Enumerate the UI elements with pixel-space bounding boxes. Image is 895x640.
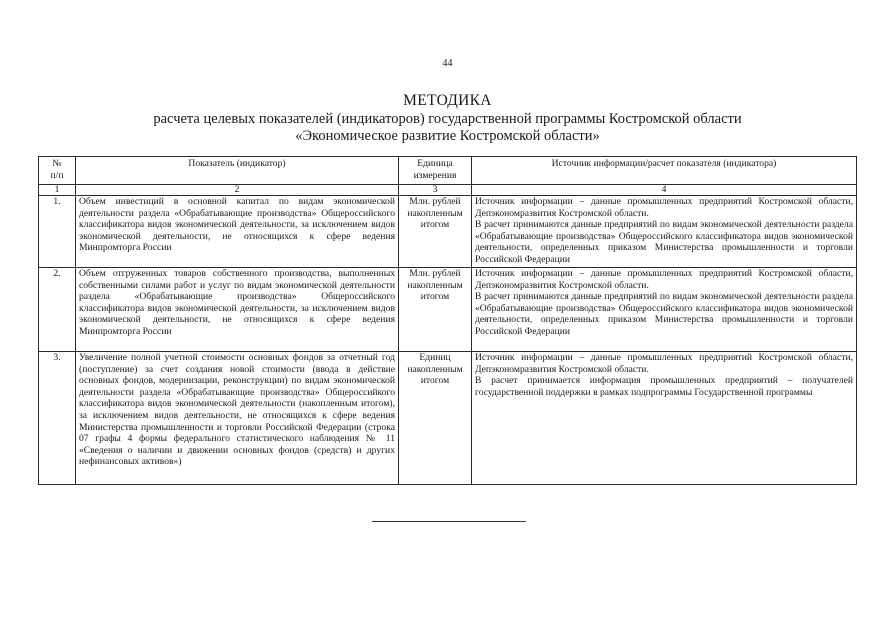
header-number <box>39 157 76 185</box>
source-paragraph: Источник информации – данные промышленных предприятий Костромской области, Депэкономразвития Костромской области. <box>475 268 853 291</box>
column-number-4: 4 <box>472 185 857 196</box>
table-header-row <box>39 157 857 185</box>
header-indicator: Показатель (индикатор) <box>76 157 399 185</box>
subtitle-line-2: «Экономическое развитие Костромской области» <box>295 127 600 144</box>
table-row <box>39 196 857 268</box>
unit-cell: Млн. рублей накопленным итогом <box>399 196 472 268</box>
header-number-line-2: п/п <box>50 169 64 181</box>
column-number-2: 2 <box>76 185 399 196</box>
source-paragraph: В расчет принимаются данные предприятий по видам экономической деятельности раздела «Обрабатывающие производства» Общероссийского классификатора видов экономической деятельности, определенных приказом Министерства промышленности и торговли Российской Федерации <box>475 291 853 337</box>
document-subtitle <box>0 111 895 144</box>
row-number: 3. <box>39 352 76 485</box>
row-number: 1. <box>39 196 76 268</box>
header-unit <box>399 157 472 185</box>
document-title: МЕТОДИКА <box>403 92 492 109</box>
indicator-cell: Увеличение полной учетной стоимости основных фондов за отчетный год (поступление) за счет создания новой стоимости (ввода в действие основных фондов, модернизации, реконструкции) по видам экономической деятельности раздела «Обрабатывающие производства» Общероссийкого классификатора видов экономической деятельности (накопленным итогом), за исключением видов деятельности, не относящихся к сфере ведения Министерства промышленности и торговли Российской Федерации (строка 07 графы 4 формы федерального статистического наблюдения № 11 «Сведения о наличии и движении основных фондов (средств) и других нефинансовых активов») <box>76 352 399 485</box>
column-number-1: 1 <box>39 185 76 196</box>
indicator-cell: Объем отгруженных товаров собственного производства, выполненных собственными силами работ и услуг по видам экономической деятельности раздела «Обрабатывающие производства» Общероссийского классификатора видов экономической деятельности, за исключением видов экономической деятельности, не относящихся к сфере ведения Минпромторга России <box>76 268 399 352</box>
page-number: 44 <box>442 58 453 69</box>
source-paragraph: В расчет принимаются данные предприятий по видам экономической деятельности раздела «Обрабатывающие производства» Общероссийского классификатора видов экономической деятельности, определенных приказом Министерства промышленности и торговли Российской Федерации <box>475 219 853 265</box>
footer-divider <box>372 521 526 522</box>
table-row <box>39 268 857 352</box>
subtitle-line-1: расчета целевых показателей (индикаторов) государственной программы Костромской области <box>153 111 742 127</box>
column-number-row <box>39 185 857 196</box>
indicator-cell: Объем инвестиций в основной капитал по видам экономической деятельности раздела «Обрабатывающие производства» Общероссийского классификатора видов экономической деятельности, за исключением видов экономической деятельности, не относящихся к сфере ведения Минпромторга России <box>76 196 399 268</box>
unit-cell: Единиц накопленным итогом <box>399 352 472 485</box>
header-number-line-1: № <box>52 158 62 169</box>
source-cell <box>472 268 857 352</box>
unit-cell: Млн. рублей накопленным итогом <box>399 268 472 352</box>
header-unit-line-1: Единица <box>417 158 453 169</box>
table-row <box>39 352 857 485</box>
header-source: Источник информации/расчет показателя (индикатора) <box>472 157 857 185</box>
row-number: 2. <box>39 268 76 352</box>
header-unit-line-2: измерения <box>413 169 457 181</box>
column-number-3: 3 <box>399 185 472 196</box>
indicators-table <box>38 156 857 485</box>
source-cell <box>472 352 857 485</box>
source-cell <box>472 196 857 268</box>
source-paragraph: В расчет принимается информация промышленных предприятий – получателей государственной поддержки в рамках подпрограммы Государственной программы <box>475 375 853 398</box>
source-paragraph: Источник информации – данные промышленных предприятий Костромской области, Депэкономразвития Костромской области. <box>475 196 853 219</box>
source-paragraph: Источник информации – данные промышленных предприятий Костромской области, Депэкономразвития Костромской области. <box>475 352 853 375</box>
